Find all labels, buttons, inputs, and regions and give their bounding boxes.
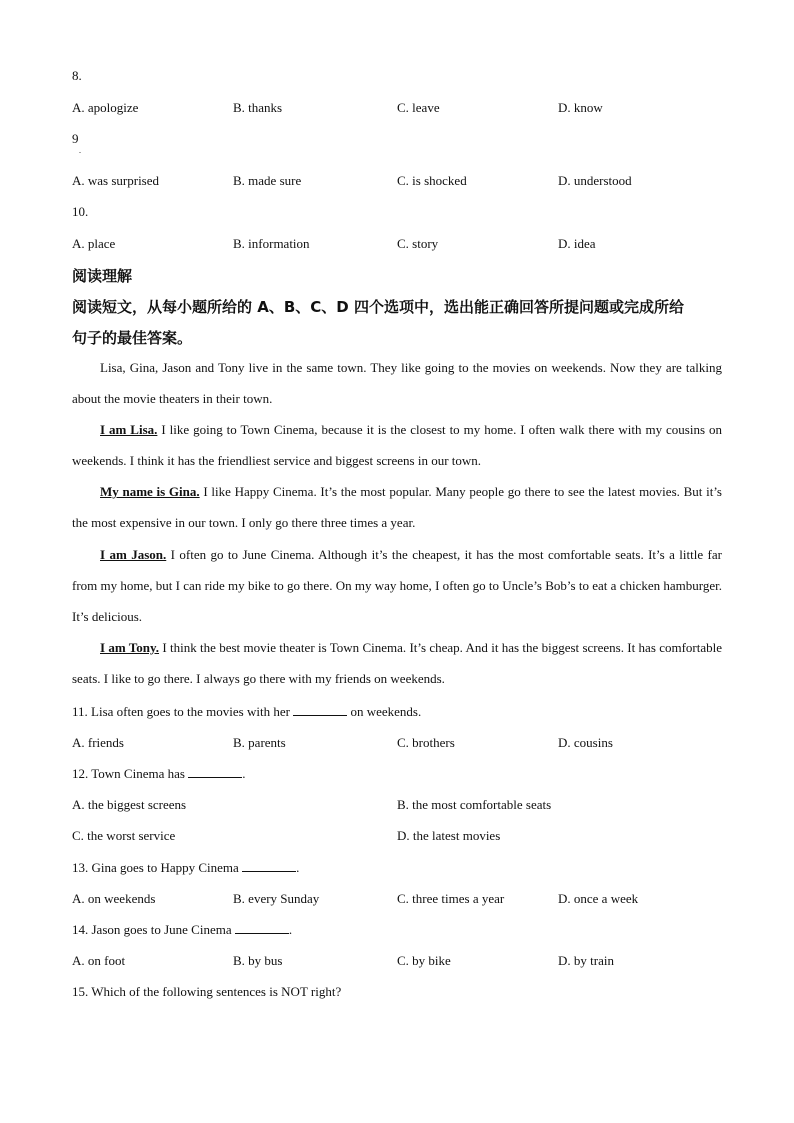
question-9-dot: . <box>79 146 81 155</box>
question-10-option-d: D. idea <box>558 236 596 251</box>
tony-speaker: I am Tony. <box>100 640 160 655</box>
question-14-stem-after: . <box>288 922 293 937</box>
section-title: 阅读理解 <box>72 267 133 285</box>
question-14-option-b: B. by bus <box>233 953 283 968</box>
question-8-number: 8. <box>72 68 82 83</box>
question-13-option-d: D. once a week <box>558 891 639 906</box>
question-8-option-c: C. leave <box>397 100 440 115</box>
question-11-stem-before: 11. Lisa often goes to the movies with her <box>72 704 294 719</box>
lisa-text: I like going to Town Cinema, because it is the closest to my home. I often walk there with my cousins on weekends. I think it has the friendliest service and biggest screens in our town. <box>72 422 722 468</box>
gina-speaker: My name is Gina. <box>100 484 200 499</box>
question-11-option-a: A. friends <box>72 735 124 750</box>
question-12-stem-after: . <box>242 766 246 781</box>
question-8-option-a: A. apologize <box>72 100 139 115</box>
question-11-stem <box>72 704 421 720</box>
question-12-option-a: A. the biggest screens <box>72 797 187 812</box>
passage-jason <box>72 539 722 632</box>
question-13-option-b: B. every Sunday <box>233 891 320 906</box>
passage-intro: Lisa, Gina, Jason and Tony live in the same town. They like going to the movies on weekends. Now they are talking about the movie theaters in their town. <box>72 360 722 406</box>
lisa-speaker: I am Lisa. <box>100 422 158 437</box>
question-12-stem <box>72 766 245 782</box>
question-13-stem-before: 13. Gina goes to Happy Cinema <box>72 860 243 875</box>
question-10-option-b: B. information <box>233 236 310 251</box>
tony-text: I think the best movie theater is Town Cinema. It’s cheap. And it has the biggest screens. It has comfortable seats. I like to go there. I always go there with my friends on weekends. <box>72 640 722 686</box>
section-instruction-line1: 阅读短文，从每小题所给的 A、B、C、D 四个选项中，选出能正确回答所提问题或完成所给 <box>72 298 684 316</box>
gina-text: I like Happy Cinema. It’s the most popular. Many people go there to see the latest movies. But it’s the most expensive in our town. I only go there three times a year. <box>72 484 722 530</box>
question-14-stem <box>72 922 292 938</box>
question-14-option-d: D. by train <box>558 953 614 968</box>
question-12-option-c: C. the worst service <box>72 828 176 843</box>
question-10-option-c: C. story <box>397 236 439 251</box>
question-10-option-a: A. place <box>72 236 116 251</box>
question-11-option-c: C. brothers <box>397 735 455 750</box>
question-12-stem-before: 12. Town Cinema has <box>72 766 189 781</box>
question-12-option-b: B. the most comfortable seats <box>397 797 552 812</box>
passage-gina <box>72 476 722 538</box>
passage-lisa <box>72 414 722 476</box>
question-14-stem-before: 14. Jason goes to June Cinema <box>72 922 235 937</box>
question-8-option-b: B. thanks <box>233 100 283 115</box>
question-12-blank <box>188 766 242 778</box>
question-9-option-d: D. understood <box>558 173 632 188</box>
question-10-number: 10. <box>72 204 89 219</box>
jason-text: I often go to June Cinema. Although it’s the cheapest, it has the most comfortable seats. It’s a little far from my home, but I can ride my bike to go there. On my way home, I often go to Uncle’s Bob’s to eat a chicken hamburger. It’s delicious. <box>72 547 722 624</box>
question-13-stem-after: . <box>296 860 300 875</box>
passage-tony <box>72 632 722 694</box>
question-11-option-d: D. cousins <box>558 735 613 750</box>
question-13-blank <box>242 860 296 872</box>
question-15-stem: 15. Which of the following sentences is NOT right? <box>72 984 342 999</box>
section-instruction-line2: 句子的最佳答案。 <box>72 329 193 347</box>
question-12-option-d: D. the latest movies <box>397 828 501 843</box>
question-11-blank <box>293 704 347 716</box>
question-9-option-a: A. was surprised <box>72 173 160 188</box>
question-13-option-a: A. on weekends <box>72 891 156 906</box>
question-11-option-b: B. parents <box>233 735 286 750</box>
question-14-option-a: A. on foot <box>72 953 126 968</box>
question-14-option-c: C. by bike <box>397 953 451 968</box>
question-13-stem <box>72 860 299 876</box>
question-11-stem-after: on weekends. <box>347 704 422 719</box>
question-14-blank <box>235 922 289 934</box>
jason-speaker: I am Jason. <box>100 547 167 562</box>
question-13-option-c: C. three times a year <box>397 891 505 906</box>
question-9-number: 9 <box>72 131 79 146</box>
question-9-option-b: B. made sure <box>233 173 302 188</box>
question-9-option-c: C. is shocked <box>397 173 467 188</box>
question-8-option-d: D. know <box>558 100 603 115</box>
